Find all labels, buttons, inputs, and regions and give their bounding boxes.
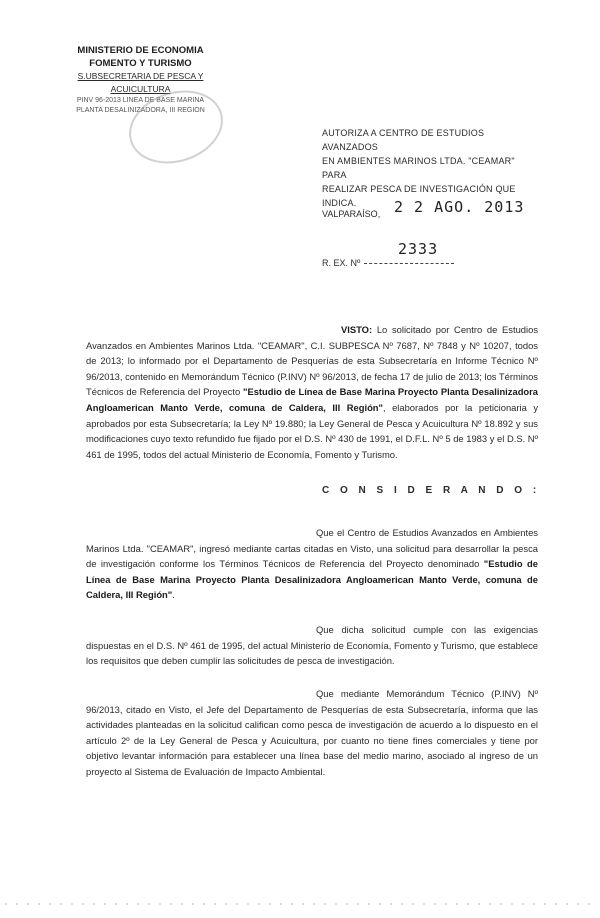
considerando-p2-text: Que dicha solicitud cumple con las exigencias dispuestas en el D.S. Nº 461 de 1995, del actual Ministerio de Economía, Fomento y Turismo, que establece los requisitos que deben cumplir las solicitudes de pesca de investigación. [86, 624, 538, 667]
date-place: VALPARAÍSO, [322, 209, 381, 219]
considerando-paragraph-2 [86, 622, 538, 669]
ministry-line-1: MINISTERIO DE ECONOMIA [77, 45, 204, 56]
resolution-label-row [322, 258, 454, 268]
title-line-3: REALIZAR PESCA DE INVESTIGACIÓN QUE INDICA. [322, 184, 516, 208]
reference-line-2: PLANTA DESALINIZADORA, III REGION [76, 107, 205, 114]
visto-paragraph [86, 322, 538, 462]
visto-label: VISTO: [341, 324, 373, 335]
considerando-paragraph-3 [86, 686, 538, 780]
considerando-p1-text: Que el Centro de Estudios Avanzados en Ambientes Marinos Ltda. "CEAMAR", ingresó mediante cartas citadas en Visto, una solicitud para desarrollar la pesca de investigación conforme los Términos Técnicos de Referencia del Proyecto denominado [86, 527, 538, 570]
subsecretaria-line: S.UBSECRETARIA DE PESCA Y ACUICULTURA [77, 71, 204, 94]
scan-edge-marks [0, 898, 600, 908]
reference-line-1: PINV 96-2013 LINEA DE BASE MARINA [76, 97, 205, 104]
considerando-p1-project: "Estudio de Línea de Base Marina Proyecto Planta Desalinizadora Angloamerican Manto Verde, comuna de Caldera, III Región" [86, 558, 538, 601]
date-stamp: 2 2 AGO. 2013 [394, 198, 525, 216]
considerando-p1-end: . [172, 589, 175, 601]
visto-text-1: Lo solicitado por Centro de Estudios Avanzados en Ambientes Marinos Ltda. "CEAMAR", C.I. SUBPESCA Nº 7687, Nº 7848 y Nº 10207, todos de 2013; lo informado por el Departamento de Pesquerías de esta Subsecretaría en Informe Técnico Nº 96/2013, contenido en Memorándum Técnico (P.INV) Nº 96/2013, de fecha 17 de julio de 2013; los Términos Técnicos de Referencia del Proyecto [86, 324, 539, 398]
resolution-label: R. EX. Nº [322, 258, 361, 268]
resolution-number-line [364, 263, 454, 264]
considerando-heading: C O N S I D E R A N D O : [322, 485, 541, 496]
title-line-2: EN AMBIENTES MARINOS LTDA. "CEAMAR" PARA [322, 156, 515, 180]
title-line-1: AUTORIZA A CENTRO DE ESTUDIOS AVANZADOS [322, 128, 485, 152]
ministry-line-2: FOMENTO Y TURISMO [89, 58, 192, 69]
visto-project-name: "Estudio de Línea de Base Marina Proyecto Planta Desalinizadora Angloamerican Manto Verde, comuna de Caldera, III Región" [86, 386, 539, 413]
visto-text-2: , elaborados por la peticionaria y aprobados por esta Subsecretaría; la Ley Nº 19.880; la Ley General de Pesca y Acuicultura Nº 18.892 y sus modificaciones cuyo texto refundido fue fijado por el D.S. Nº 430 de 1991, el D.F.L. Nº 5 de 1983 y el D.S. Nº 461 de 1995, todos del actual Ministerio de Economía, Fomento y Turismo. [86, 401, 539, 460]
considerando-paragraph-1 [86, 525, 538, 603]
considerando-p3-text: Que mediante Memorándum Técnico (P.INV) Nº 96/2013, citado en Visto, el Jefe del Departamento de Pesquerías de esta Subsecretaría, informa que las actividades planteadas en la solicitud califican como pesca de investigación de acuerdo a lo dispuesto en el artículo 2º de la Ley General de Pesca y Acuicultura, por cuanto no tiene fines comerciales y tiene por objetivo levantar información para establecer una línea base del medio marino, asociado al ingreso de un proyecto al Sistema de Evaluación de Impacto Ambiental. [86, 688, 538, 777]
resolution-number-stamp: 2333 [398, 240, 439, 258]
